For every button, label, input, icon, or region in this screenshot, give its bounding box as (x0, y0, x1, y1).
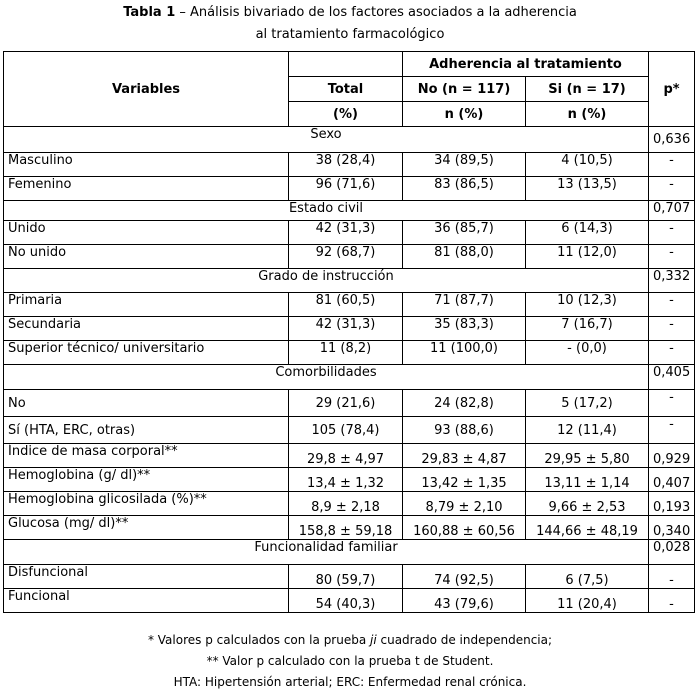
cell-total: 29 (21,6) (289, 390, 403, 417)
header-no: No (n = 117) (403, 77, 526, 102)
section-p: 0,707 (649, 201, 695, 221)
cell-total: 11 (8,2) (289, 341, 403, 365)
section-title: Comorbilidades (4, 365, 649, 390)
footnote-2: ** Valor p calculado con la prueba t de Student. (206, 654, 494, 668)
cell-si: 4 (10,5) (526, 153, 649, 177)
cell-total: 92 (68,7) (289, 245, 403, 269)
row-label: Primaria (4, 293, 289, 317)
cell-no: 29,83 ± 4,87 (403, 444, 526, 468)
cell-p: - (649, 245, 695, 269)
cell-total: 158,8 ± 59,18 (289, 516, 403, 540)
header-total: Total (289, 77, 403, 102)
cell-si: 12 (11,4) (526, 417, 649, 444)
cell-si: 6 (7,5) (526, 565, 649, 589)
cell-p: - (649, 317, 695, 341)
section-p: 0,405 (649, 365, 695, 390)
row-label: Hemoglobina glicosilada (%)** (4, 492, 289, 516)
cell-p: - (649, 221, 695, 245)
cell-no: 43 (79,6) (403, 589, 526, 613)
cell-p: - (649, 565, 695, 589)
cell-si: 29,95 ± 5,80 (526, 444, 649, 468)
row-label: No unido (4, 245, 289, 269)
cell-p: 0,193 (649, 492, 695, 516)
row-label: Funcional (4, 589, 289, 613)
cell-total: 80 (59,7) (289, 565, 403, 589)
cell-no: 93 (88,6) (403, 417, 526, 444)
section-title: Sexo (4, 127, 649, 153)
cell-p: - (649, 589, 695, 613)
row-label: Glucosa (mg/ dl)** (4, 516, 289, 540)
results-table (3, 51, 695, 613)
cell-p: - (649, 417, 695, 444)
caption-label: Tabla 1 (123, 5, 176, 20)
cell-total: 81 (60,5) (289, 293, 403, 317)
cell-total: 42 (31,3) (289, 317, 403, 341)
cell-p: 0,340 (649, 516, 695, 540)
cell-no: 81 (88,0) (403, 245, 526, 269)
table-caption (0, 0, 700, 46)
cell-no: 160,88 ± 60,56 (403, 516, 526, 540)
cell-no: 35 (83,3) (403, 317, 526, 341)
footnotes (0, 630, 700, 693)
row-label: Unido (4, 221, 289, 245)
cell-p: - (649, 390, 695, 417)
caption-text-1: – Análisis bivariado de los factores asociados a la adherencia (175, 5, 577, 20)
row-label: Sí (HTA, ERC, otras) (4, 417, 289, 444)
cell-total: 29,8 ± 4,97 (289, 444, 403, 468)
header-p: p* (649, 52, 695, 127)
cell-si: 144,66 ± 48,19 (526, 516, 649, 540)
row-label: Índice de masa corporal** (4, 444, 289, 468)
cell-p: - (649, 177, 695, 201)
cell-total: 105 (78,4) (289, 417, 403, 444)
cell-si: 5 (17,2) (526, 390, 649, 417)
cell-total: 13,4 ± 1,32 (289, 468, 403, 492)
cell-no: 36 (85,7) (403, 221, 526, 245)
cell-si: 6 (14,3) (526, 221, 649, 245)
footnote-1: * Valores p calculados con la prueba ji cuadrado de independencia; (147, 633, 553, 647)
cell-p: - (649, 341, 695, 365)
caption-line-1 (0, 2, 700, 24)
cell-no: 11 (100,0) (403, 341, 526, 365)
cell-total: 8,9 ± 2,18 (289, 492, 403, 516)
header-si: Si (n = 17) (526, 77, 649, 102)
section-title: Grado de instrucción (4, 269, 649, 293)
cell-p: - (649, 293, 695, 317)
row-label: Secundaria (4, 317, 289, 341)
row-label: Superior técnico/ universitario (4, 341, 289, 365)
section-title: Estado civil (4, 201, 649, 221)
header-empty (289, 52, 403, 77)
section-p: 0,332 (649, 269, 695, 293)
cell-si: - (0,0) (526, 341, 649, 365)
header-no-unit: n (%) (403, 102, 526, 127)
cell-si: 13,11 ± 1,14 (526, 468, 649, 492)
row-label: No (4, 390, 289, 417)
cell-si: 9,66 ± 2,53 (526, 492, 649, 516)
cell-total: 96 (71,6) (289, 177, 403, 201)
cell-si: 11 (20,4) (526, 589, 649, 613)
cell-si: 7 (16,7) (526, 317, 649, 341)
cell-no: 83 (86,5) (403, 177, 526, 201)
cell-no: 74 (92,5) (403, 565, 526, 589)
header-variables: Variables (4, 52, 289, 127)
cell-no: 71 (87,7) (403, 293, 526, 317)
cell-total: 38 (28,4) (289, 153, 403, 177)
footnote-3: HTA: Hipertensión arterial; ERC: Enfermedad renal crónica. (173, 675, 527, 689)
row-label: Masculino (4, 153, 289, 177)
cell-total: 54 (40,3) (289, 589, 403, 613)
cell-si: 10 (12,3) (526, 293, 649, 317)
row-label: Disfuncional (4, 565, 289, 589)
cell-no: 13,42 ± 1,35 (403, 468, 526, 492)
row-label: Hemoglobina (g/ dl)** (4, 468, 289, 492)
cell-p: 0,407 (649, 468, 695, 492)
cell-no: 24 (82,8) (403, 390, 526, 417)
section-p: 0,028 (649, 540, 695, 565)
cell-p: - (649, 153, 695, 177)
row-label: Femenino (4, 177, 289, 201)
cell-p: 0,929 (649, 444, 695, 468)
header-adherence: Adherencia al tratamiento (403, 52, 649, 77)
section-p: 0,636 (649, 127, 695, 153)
cell-si: 11 (12,0) (526, 245, 649, 269)
cell-si: 13 (13,5) (526, 177, 649, 201)
cell-no: 8,79 ± 2,10 (403, 492, 526, 516)
section-title: Funcionalidad familiar (4, 540, 649, 565)
caption-line-2: al tratamiento farmacológico (255, 27, 445, 42)
cell-no: 34 (89,5) (403, 153, 526, 177)
cell-total: 42 (31,3) (289, 221, 403, 245)
header-total-unit: (%) (289, 102, 403, 127)
header-si-unit: n (%) (526, 102, 649, 127)
